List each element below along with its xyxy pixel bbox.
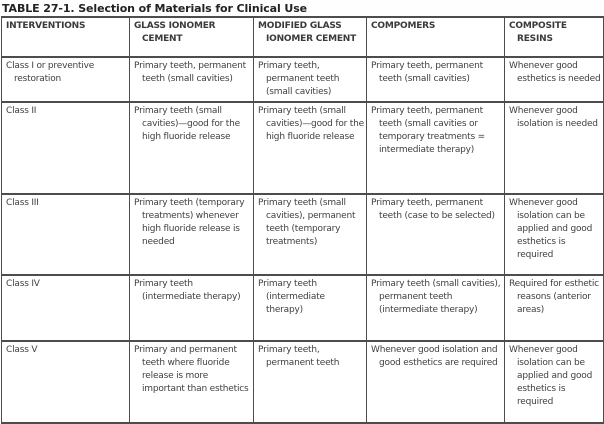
table-cell: Primary teeth (intermediate therapy)	[130, 275, 254, 341]
row-label: Class IV	[2, 275, 130, 341]
table-cell: Required for esthetic reasons (anterior areas)	[505, 275, 604, 341]
table-cell: Whenever good isolation and good esthetics are required	[367, 341, 505, 423]
column-header-compomers: COMPOMERS	[367, 17, 505, 57]
table-cell: Primary teeth (temporary treatments) whenever high fluoride release is needed	[130, 194, 254, 275]
column-header-modified-glass-ionomer-cement: MODIFIED GLASS IONOMER CEMENT	[254, 17, 367, 57]
table-cell: Primary teeth, permanent teeth (small cavities or temporary treatments = intermediate therapy)	[367, 102, 505, 194]
table-cell: Primary and permanent teeth where fluoride release is more important than esthetics	[130, 341, 254, 423]
row-label: Class III	[2, 194, 130, 275]
table-cell: Primary teeth, permanent teeth (small cavities)	[130, 57, 254, 102]
row-label: Class II	[2, 102, 130, 194]
table-row-class-2	[2, 102, 604, 194]
header-row	[2, 17, 604, 57]
table-cell: Whenever good isolation is needed	[505, 102, 604, 194]
column-header-interventions: INTERVENTIONS	[2, 17, 130, 57]
table-cell: Primary teeth (small cavities)—good for the high fluoride release	[254, 102, 367, 194]
table-cell: Primary teeth, permanent teeth (small cavities)	[254, 57, 367, 102]
table-cell: Whenever good esthetics is needed	[505, 57, 604, 102]
column-header-glass-ionomer-cement: GLASS IONOMER CEMENT	[130, 17, 254, 57]
row-label: Class I or preventive restoration	[2, 57, 130, 102]
table-cell: Primary teeth (small cavities), permanent teeth (intermediate therapy)	[367, 275, 505, 341]
table-row-class-4	[2, 275, 604, 341]
table-cell: Primary teeth, permanent teeth (case to be selected)	[367, 194, 505, 275]
table-cell: Primary teeth (small cavities)—good for the high fluoride release	[130, 102, 254, 194]
table-cell: Whenever good isolation can be applied and good esthetics is required	[505, 341, 604, 423]
table-cell: Primary teeth, permanent teeth	[254, 341, 367, 423]
materials-table	[1, 16, 604, 424]
table-row-class-5	[2, 341, 604, 423]
table-row-class-1	[2, 57, 604, 102]
table-cell: Primary teeth (intermediate therapy)	[254, 275, 367, 341]
table-row-class-3	[2, 194, 604, 275]
column-header-composite-resins: COMPOSITE RESINS	[505, 17, 604, 57]
table-title: TABLE 27-1. Selection of Materials for Clinical Use	[2, 2, 308, 15]
table-cell: Primary teeth, permanent teeth (small cavities)	[367, 57, 505, 102]
table-cell: Whenever good isolation can be applied and good esthetics is required	[505, 194, 604, 275]
table-cell: Primary teeth (small cavities), permanent teeth (temporary treatments)	[254, 194, 367, 275]
row-label: Class V	[2, 341, 130, 423]
